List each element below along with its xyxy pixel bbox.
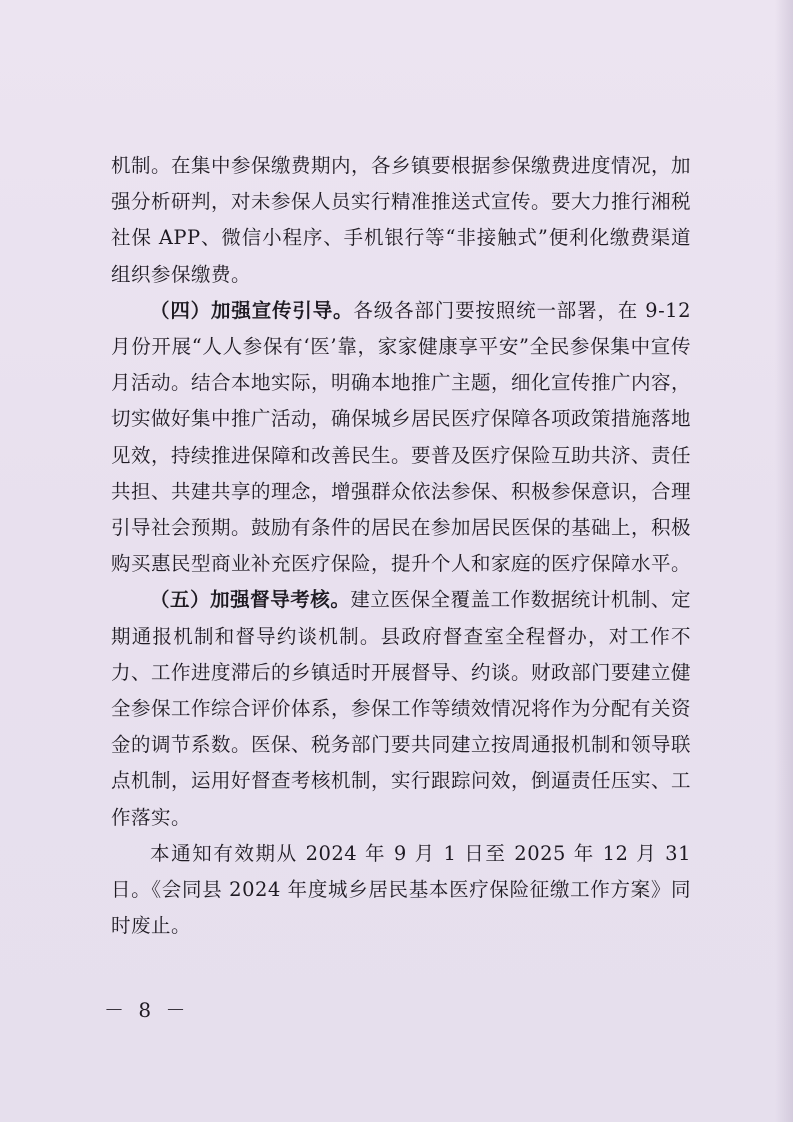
paragraph-closing: 本通知有效期从 2024 年 9 月 1 日至 2025 年 12 月 31 日。《会同县 2024 年度城乡居民基本医疗保险征缴工作方案》同时废止。: [111, 841, 691, 938]
page-edge-shadow: [775, 0, 793, 1122]
paragraph-section-4: [111, 293, 691, 583]
paragraph-section-5: [111, 582, 691, 835]
section-5-heading: （五）加强督导考核。: [150, 588, 351, 612]
document-body: [111, 148, 691, 944]
section-4-body: 各级各部门要按照统一部署，在 9-12 月份开展“人人参保有‘医’靠，家家健康享平安”全民参保集中宣传月活动。结合本地实际，明确本地推广主题，细化宣传推广内容，切实做好集中推广活动，确保城乡居民医疗保障各项政策措施落地见效，持续推进保障和改善民生。要普及医疗保险互助共济、责任共担、共建共享的理念，增强群众依法参保、积极参保意识，合理引导社会预期。鼓励有条件的居民在参加居民医保的基础上，积极购买惠民型商业补充医疗保险，提升个人和家庭的医疗保障水平。: [111, 298, 692, 576]
section-5-body: 建立医保全覆盖工作数据统计机制、定期通报机制和督导约谈机制。县政府督查室全程督办，对工作不力、工作进度滞后的乡镇适时开展督导、约谈。财政部门要建立健全参保工作综合评价体系，参保工作等绩效情况将作为分配有关资金的调节系数。医保、税务部门要共同建立按周通报机制和领导联点机制，运用好督查考核机制，实行跟踪问效，倒逼责任压实、工作落实。: [111, 588, 692, 829]
page-number: － 8 －: [104, 998, 190, 1022]
section-4-heading: （四）加强宣传引导。: [150, 298, 354, 322]
paragraph-collection-mechanism: 机制。在集中参保缴费期内，各乡镇要根据参保缴费进度情况，加强分析研判，对未参保人员实行精准推送式宣传。要大力推行湘税社保 APP、微信小程序、手机银行等“非接触式”便利化缴费渠道组织参保缴费。: [111, 154, 692, 286]
